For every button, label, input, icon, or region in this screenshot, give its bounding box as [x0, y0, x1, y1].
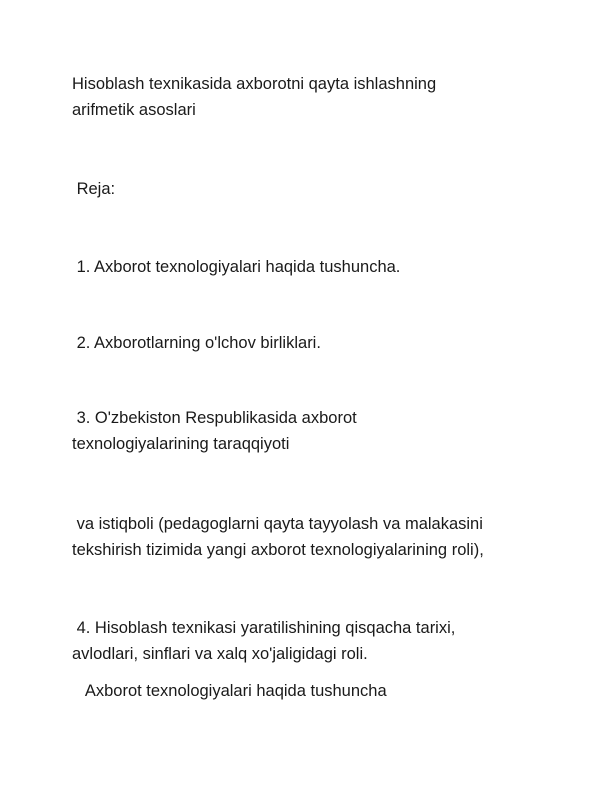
- title-line-2: arifmetik asoslari: [72, 101, 196, 119]
- plan-item-3-line-1: 3. O'zbekiston Respublikasida axborot: [72, 409, 357, 427]
- plan-item-3-continuation: [72, 511, 542, 563]
- document-title: [72, 71, 542, 123]
- plan-item-3-cont-line-1: va istiqboli (pedagoglarni qayta tayyolash va malakasini: [72, 515, 483, 533]
- plan-item-3-line-2: texnologiyalarining taraqqiyoti: [72, 435, 290, 453]
- title-line-1: Hisoblash texnikasida axborotni qayta ishlashning: [72, 75, 437, 93]
- section-heading: Axborot texnologiyalari haqida tushuncha: [72, 682, 387, 700]
- plan-heading: Reja:: [72, 180, 116, 198]
- plan-item-3: [72, 405, 542, 457]
- plan-item-4-line-2: avlodlari, sinflari va xalq xo'jaligidagi roli.: [72, 645, 368, 663]
- plan-item-1: 1. Axborot texnologiyalari haqida tushuncha.: [72, 258, 401, 276]
- plan-item-4: [72, 615, 542, 667]
- plan-item-3-cont-line-2: tekshirish tizimida yangi axborot texnologiyalarining roli),: [72, 541, 484, 559]
- plan-item-2: 2. Axborotlarning o'lchov birliklari.: [72, 334, 321, 352]
- plan-item-4-line-1: 4. Hisoblash texnikasi yaratilishining qisqacha tarixi,: [72, 619, 456, 637]
